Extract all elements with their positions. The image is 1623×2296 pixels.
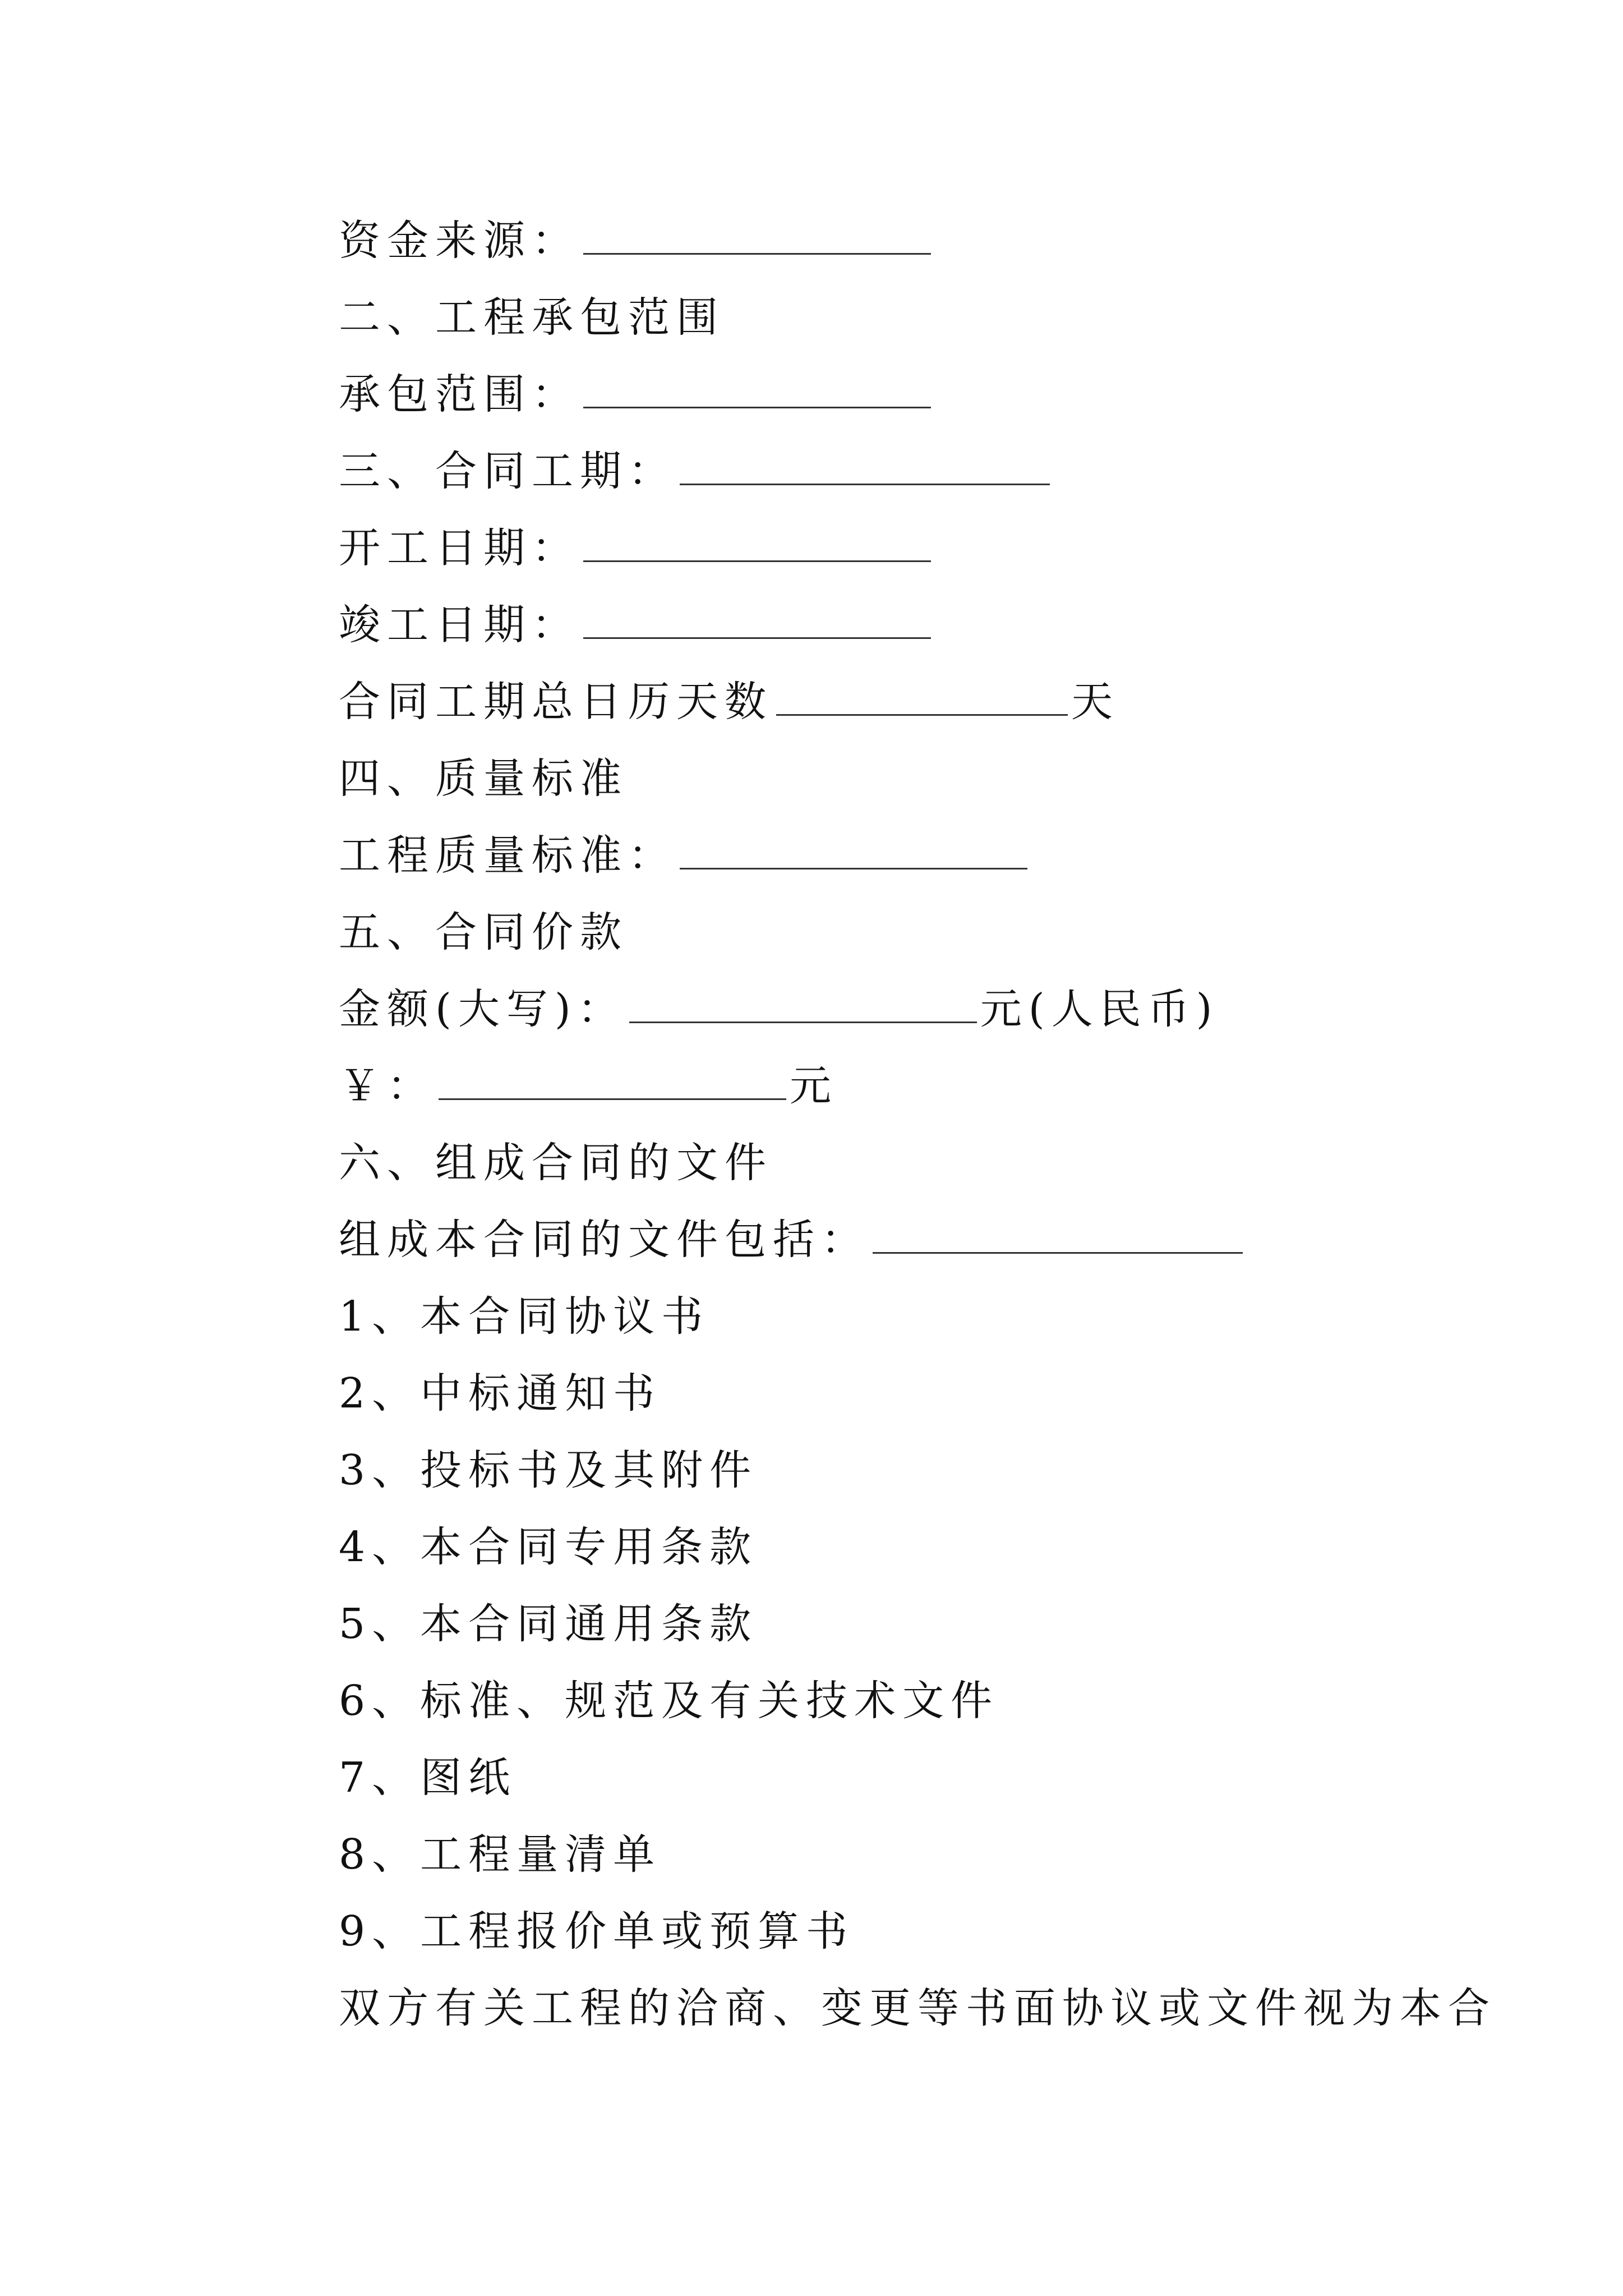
quality-line — [339, 822, 1460, 899]
amount-line — [339, 976, 1460, 1053]
document-item — [339, 1668, 1460, 1745]
docs-heading — [339, 1130, 1460, 1207]
scope-label: 承包范围： — [339, 370, 580, 418]
period-heading-text: 三、合同工期： — [339, 447, 676, 495]
amount-unit: 元(人民币) — [980, 985, 1219, 1033]
document-item — [339, 1514, 1460, 1591]
document-item-text: 1、本合同协议书 — [339, 1292, 710, 1341]
yen-label: ￥： — [339, 1062, 435, 1110]
document-item — [339, 1360, 1460, 1437]
document-item — [339, 1591, 1460, 1668]
document-item — [339, 1283, 1460, 1360]
start-date-blank — [583, 528, 931, 562]
end-date-line — [339, 592, 1460, 669]
document-item-text: 7、图纸 — [339, 1754, 517, 1802]
document-item-text: 9、工程报价单或预算书 — [339, 1907, 855, 1955]
funding-source-label: 资金来源： — [339, 217, 580, 265]
docs-label: 组成本合同的文件包括： — [339, 1216, 869, 1264]
quality-heading-text: 四、质量标准 — [339, 754, 628, 803]
scope-blank — [583, 374, 931, 408]
total-days-blank — [776, 682, 1068, 716]
funding-source-line — [339, 208, 1460, 284]
end-date-blank — [583, 605, 931, 639]
price-heading-text: 五、合同价款 — [339, 908, 628, 956]
end-date-label: 竣工日期： — [339, 601, 580, 649]
contract-body — [339, 208, 1496, 2052]
period-blank — [680, 451, 1050, 485]
scope-line — [339, 361, 1460, 438]
document-item — [339, 1437, 1460, 1514]
document-item-text: 8、工程量清单 — [339, 1830, 662, 1879]
price-heading — [339, 899, 1460, 976]
document-item — [339, 1745, 1460, 1821]
document-item-text: 2、中标通知书 — [339, 1369, 662, 1418]
total-days-line — [339, 669, 1460, 746]
document-item — [339, 1898, 1460, 1975]
scope-heading — [339, 284, 1460, 361]
funding-source-blank — [583, 220, 931, 255]
docs-line — [339, 1207, 1460, 1283]
yen-unit: 元 — [790, 1062, 838, 1110]
start-date-line — [339, 515, 1460, 592]
yen-line — [339, 1053, 1460, 1130]
docs-blank — [873, 1220, 1243, 1254]
period-heading — [339, 438, 1460, 515]
amount-label: 金额(大写)： — [339, 985, 626, 1033]
document-item — [339, 1821, 1460, 1898]
yen-blank — [439, 1066, 786, 1100]
total-days-unit: 天 — [1071, 678, 1119, 726]
final-paragraph-text: 双方有关工程的洽商、变更等书面协议或文件视为本合 — [339, 1984, 1496, 2032]
document-item-text: 4、本合同专用条款 — [339, 1523, 758, 1571]
scope-heading-text: 二、工程承包范围 — [339, 293, 725, 342]
quality-blank — [680, 835, 1027, 869]
amount-blank — [629, 989, 977, 1023]
start-date-label: 开工日期： — [339, 524, 580, 572]
document-item-text: 5、本合同通用条款 — [339, 1600, 758, 1648]
final-paragraph-line — [339, 1975, 1496, 2052]
total-days-label: 合同工期总日历天数 — [339, 678, 773, 726]
docs-heading-text: 六、组成合同的文件 — [339, 1139, 773, 1187]
document-item-text: 3、投标书及其附件 — [339, 1446, 758, 1494]
quality-label: 工程质量标准： — [339, 831, 676, 880]
quality-heading — [339, 746, 1460, 822]
document-item-text: 6、标准、规范及有关技术文件 — [339, 1677, 999, 1725]
